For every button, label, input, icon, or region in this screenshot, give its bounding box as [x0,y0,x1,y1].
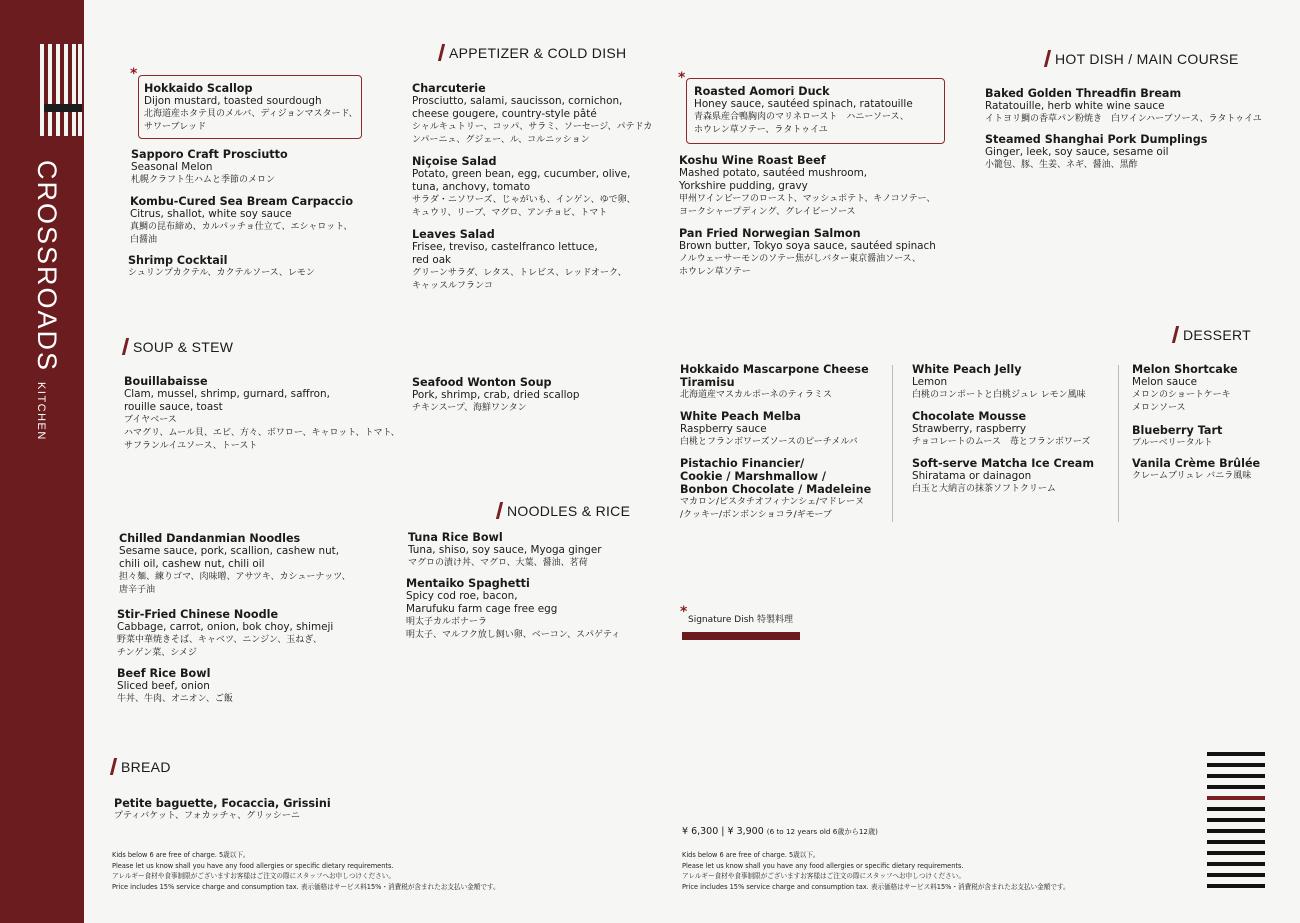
menu-item: Roasted Aomori Duck Honey sauce, sautéed spinach, ratatouille 青森県産合鴨胸肉のマリネロースト ハニーソース、 ホウレン草ソテー、ラタトゥイユ [694,85,913,135]
section-dessert: DESSERT [1174,326,1251,343]
menu-item: Kombu-Cured Sea Bream Carpaccio Citrus, shallot, white soy sauce 真鯛の昆布締め、カルパッチョ仕立て、エシャロット、 白醤油 [130,195,354,245]
slash-icon [496,502,503,519]
section-appetizer: APPETIZER & COLD DISH [440,44,626,61]
slash-icon [122,338,129,355]
signature-legend: Signature Dish 特製料理 [688,615,793,625]
menu-item: Tuna Rice Bowl Tuna, shiso, soy sauce, Myoga ginger マグロの漬け丼、マグロ、大葉、醤油、茗荷 [408,531,602,568]
menu-item: Petite baguette, Focaccia, Grissini プティバケット、フォカッチャ、グリッシーニ [114,797,331,821]
menu-item: Shrimp Cocktail シュリンプカクテル、カクテルソース、レモン [128,254,315,278]
menu-item: White Peach Jelly Lemon 白桃のコンポートと白桃ジュレ レモン風味 [912,363,1086,400]
price-line: ¥ 6,300 | ¥ 3,900 (6 to 12 years old 6歳から12歳) [682,826,878,837]
brand-spine [0,0,84,923]
slash-icon [438,44,445,61]
menu-item: Baked Golden Threadfin Bream Ratatouille, herb white wine sauce イトヨリ鯛の香草パン粉焼き 白ワインハーブソース、ラタトゥイユ [985,87,1262,124]
signature-bar [682,632,800,640]
section-soup: SOUP & STEW [124,338,233,355]
menu-item: Beef Rice Bowl Sliced beef, onion 牛丼、牛肉、オニオン、ご飯 [117,667,233,704]
slash-icon [110,758,117,775]
menu-item: Steamed Shanghai Pork Dumplings Ginger, leek, soy sauce, sesame oil 小籠包、豚、生姜、ネギ、醤油、黒酢 [985,133,1208,170]
signature-star-icon: * [678,70,686,86]
menu-item: Sapporo Craft Prosciutto Seasonal Melon 札幌クラフト生ハムと季節のメロン [131,148,288,185]
footer-notes-right: Kids below 6 are free of charge. 5歳以下。 Please let us know shall you have any food allergies or specific dietary requirements. アレルギー食材や食事制限がございますお客様はご注文の際にスタッフへお申しつけください。 Price includes 15% service charge and consumption tax. 表示価格はサービス料15%・消費税が含まれたお支払い金額です。 [682,851,1070,891]
signature-star-icon: * [680,604,688,620]
menu-item: Chilled Dandanmian Noodles Sesame sauce, pork, scallion, cashew nut, chili oil, cashew nut, chili oil 担々麺、練りゴマ、肉味噌、アサツキ、カシューナッツ、 唐辛子油 [119,532,351,595]
logo-stripes [40,44,82,136]
section-bread: BREAD [112,758,171,775]
menu-item: Leaves Salad Frisee, treviso, castelfranco lettuce, red oak グリーンサラダ、レタス、トレビス、レッドオーク、 キャッスルフランコ [412,228,627,291]
menu-item: Stir-Fried Chinese Noodle Cabbage, carrot, onion, bok choy, shimeji 野菜中華焼きそば、キャベツ、ニンジン、玉ねぎ、 チンゲン菜、シメジ [117,608,334,658]
menu-item: Pistachio Financier/ Cookie / Marshmallow / Bonbon Chocolate / Madeleine マカロン/ピスタチオフィナンシェ/マドレーヌ /クッキー/ボンボンショコラ/ギモーブ [680,457,872,520]
logo-stripes [1207,752,1265,888]
column-divider [892,365,893,522]
menu-item: Vanila Crème Brûlée クレームブリュレ バニラ風味 [1132,457,1261,481]
menu-item: Pan Fried Norwegian Salmon Brown butter, Tokyo soya sauce, sautéed spinach ノルウェーサーモンのソテー焦がしバター東京醤油ソース、 ホウレン草ソテー [679,227,936,277]
section-hot-dish: HOT DISH / MAIN COURSE [1046,50,1239,67]
menu-item: Niçoise Salad Potato, green bean, egg, cucumber, olive, tuna, anchovy, tomato サラダ・ニソワーズ、じゃがいも、インゲン、ゆで卵、 キュウリ、リーブ、マグロ、アンチョビ、トマト [412,155,636,218]
menu-item: Koshu Wine Roast Beef Mashed potato, sautéed mushroom, Yorkshire pudding, gravy 甲州ワインビーフのロースト、マッシュポテト、キノコソテー、 ヨークシャープディング、グレイビーソース [679,154,936,217]
footer-notes-left: Kids below 6 are free of charge. 5歳以下。 Please let us know shall you have any food allergies or specific dietary requirements. アレルギー食材や食事制限がございますお客様はご注文の際にスタッフへお申しつけください。 Price includes 15% service charge and consumption tax. 表示価格はサービス料15%・消費税が含まれたお支払い金額です。 [112,851,500,891]
menu-item: Seafood Wonton Soup Pork, shrimp, crab, dried scallop チキンスープ、海鮮ワンタン [412,376,580,413]
menu-item: Melon Shortcake Melon sauce メロンのショートケーキ メロンソース [1132,363,1238,413]
menu-item: Chocolate Mousse Strawberry, raspberry チョコレートのムース 苺とフランボワーズ [912,410,1091,447]
menu-item: Hokkaido Mascarpone Cheese Tiramisu 北海道産マスカルポーネのティラミス [680,363,869,400]
menu-item: Bouillabaisse Clam, mussel, shrimp, gurnard, saffron, rouille sauce, toast ブイヤベース ハマグリ、ムール貝、エビ、方々、ボワロー、キャロット、トマト、 サフランルイユソース、トースト [124,375,400,451]
signature-star-icon: * [130,66,138,82]
column-divider [1118,365,1119,522]
menu-item: Hokkaido Scallop Dijon mustard, toasted sourdough 北海道産ホタテ貝のメルバ、ディジョンマスタード、 サワーブレッド [144,82,358,132]
section-noodles: NOODLES & RICE [498,502,630,519]
slash-icon [1172,326,1179,343]
menu-item: White Peach Melba Raspberry sauce 白桃とフランボワーズソースのピーチメルバ [680,410,858,447]
brand-name: CROSSROADSKITCHEN [32,160,62,441]
menu-item: Soft-serve Matcha Ice Cream Shiratama or dainagon 白玉と大納言の抹茶ソフトクリーム [912,457,1095,494]
menu-item: Blueberry Tart ブルーベリータルト [1132,424,1223,448]
slash-icon [1044,50,1051,67]
menu-item: Charcuterie Prosciutto, salami, saucisson, cornichon, cheese gougere, country-style pâté シャルキュトリー、コッパ、サラミ、ソーセージ、パテドカ ンパーニュ、グジェー、ル、コルニッション [412,82,653,145]
menu-item: Mentaiko Spaghetti Spicy cod roe, bacon, Marufuku farm cage free egg 明太子カルボナーラ 明太子、マルフク放し飼い卵、ベーコン、スパゲティ [406,577,621,640]
